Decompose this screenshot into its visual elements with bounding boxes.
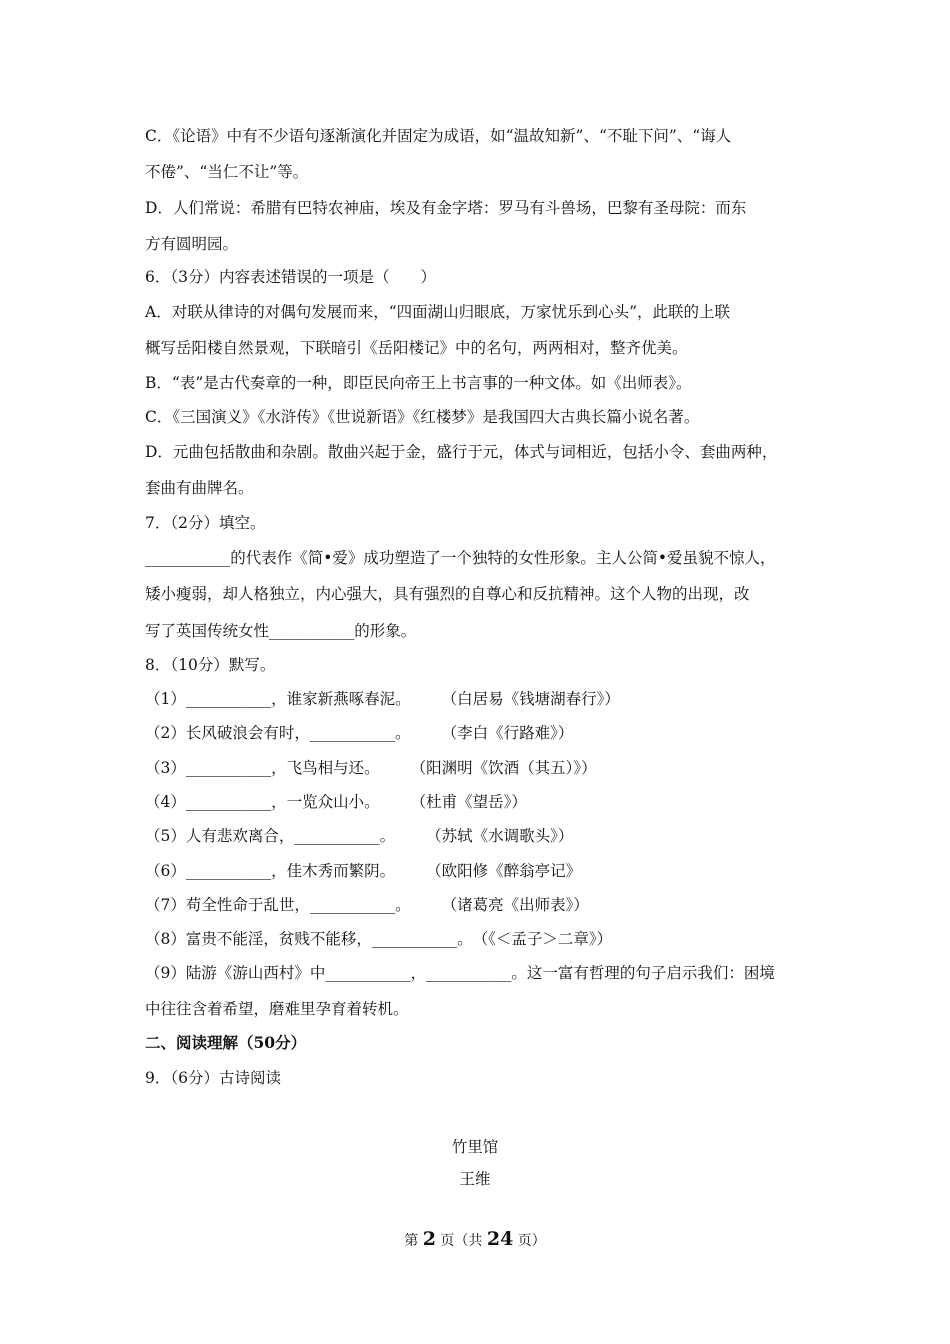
q6-option-d-line-2: 套曲有曲牌名。 xyxy=(145,479,254,497)
poem-author: 王维 xyxy=(459,1170,491,1188)
q8-item-1: （1）___________，谁家新燕啄春泥。 （白居易《钱塘湖春行》） xyxy=(145,690,620,708)
footer-middle: 页（共 xyxy=(440,1233,483,1249)
footer-total-pages: 24 xyxy=(486,1228,514,1250)
poem-title: 竹里馆 xyxy=(451,1138,499,1156)
q8-item-9-line-1: （9）陆游《游山西村》中___________，___________。这一富有哲理的句子启示我们：困境 xyxy=(145,964,775,982)
q8-item-6: （6）___________，佳木秀而繁阴。 （欧阳修《醉翁亭记》 xyxy=(145,862,582,880)
option-c-line-2: 不倦”、“当仁不让”等。 xyxy=(145,163,309,181)
q8-item-9-line-2: 中往往含着希望，磨难里孕育着转机。 xyxy=(145,1000,409,1018)
question-9-title: 9．（6分）古诗阅读 xyxy=(145,1069,281,1087)
question-7-title: 7．（2分）填空。 xyxy=(145,514,266,532)
option-d-line-2: 方有圆明园。 xyxy=(145,235,239,253)
section-heading-reading: 二、阅读理解（50分） xyxy=(145,1033,307,1052)
footer-prefix: 第 xyxy=(404,1233,419,1249)
page-footer xyxy=(0,1228,950,1252)
q6-option-b: B．“表”是古代奏章的一种，即臣民向帝王上书言事的一种文体。如《出师表》。 xyxy=(145,374,692,392)
footer-suffix: 页） xyxy=(517,1233,546,1249)
q8-item-5: （5）人有悲欢离合，___________。 （苏轼《水调歌头》） xyxy=(145,827,574,845)
footer-page-number: 2 xyxy=(422,1228,436,1250)
q7-text-line-2: 矮小瘦弱，却人格独立，内心强大，具有强烈的自尊心和反抗精神。这个人物的出现，改 xyxy=(145,585,750,603)
option-d-line-1: D．人们常说：希腊有巴特农神庙，埃及有金字塔：罗马有斗兽场，巴黎有圣母院：而东 xyxy=(145,199,747,217)
q8-item-3: （3）___________，飞鸟相与还。 （阳渊明《饮酒（其五）》） xyxy=(145,759,597,777)
q6-option-d-line-1: D．元曲包括散曲和杂剧。散曲兴起于金，盛行于元，体式与词相近，包括小令、套曲两种， xyxy=(145,443,778,461)
q6-option-c: C．《三国演义》《水浒传》《世说新语》《红楼梦》是我国四大古典长篇小说名著。 xyxy=(145,408,700,426)
q6-option-a-line-2: 概写岳阳楼自然景观，下联暗引《岳阳楼记》中的名句，两两相对，整齐优美。 xyxy=(145,339,688,357)
q7-text-line-3: 写了英国传统女性___________的形象。 xyxy=(145,622,417,640)
q8-item-8: （8）富贵不能淫，贫贱不能移，___________。 （《＜孟子＞二章》） xyxy=(145,930,613,948)
q8-item-4: （4）___________，一览众山小。 （杜甫《望岳》） xyxy=(145,793,527,811)
q8-item-2: （2）长风破浪会有时，___________。 （李白《行路难》） xyxy=(145,724,574,742)
q8-item-7: （7）苟全性命于乱世，___________。 （诸葛亮《出师表》） xyxy=(145,896,589,914)
question-8-title: 8．（10分）默写。 xyxy=(145,656,276,674)
q7-text-line-1: ___________的代表作《简•爱》成功塑造了一个独特的女性形象。主人公简•爱虽貌不惊人， xyxy=(145,549,776,567)
q6-option-a-line-1: A．对联从律诗的对偶句发展而来，“四面湖山归眼底，万家忧乐到心头”，此联的上联 xyxy=(145,303,731,321)
question-6-title: 6．（3分）内容表述错误的一项是（ ） xyxy=(145,268,436,286)
option-c-line-1: C．《论语》中有不少语句逐渐演化并固定为成语，如“温故知新”、“不耻下问”、“诲人 xyxy=(145,127,732,145)
